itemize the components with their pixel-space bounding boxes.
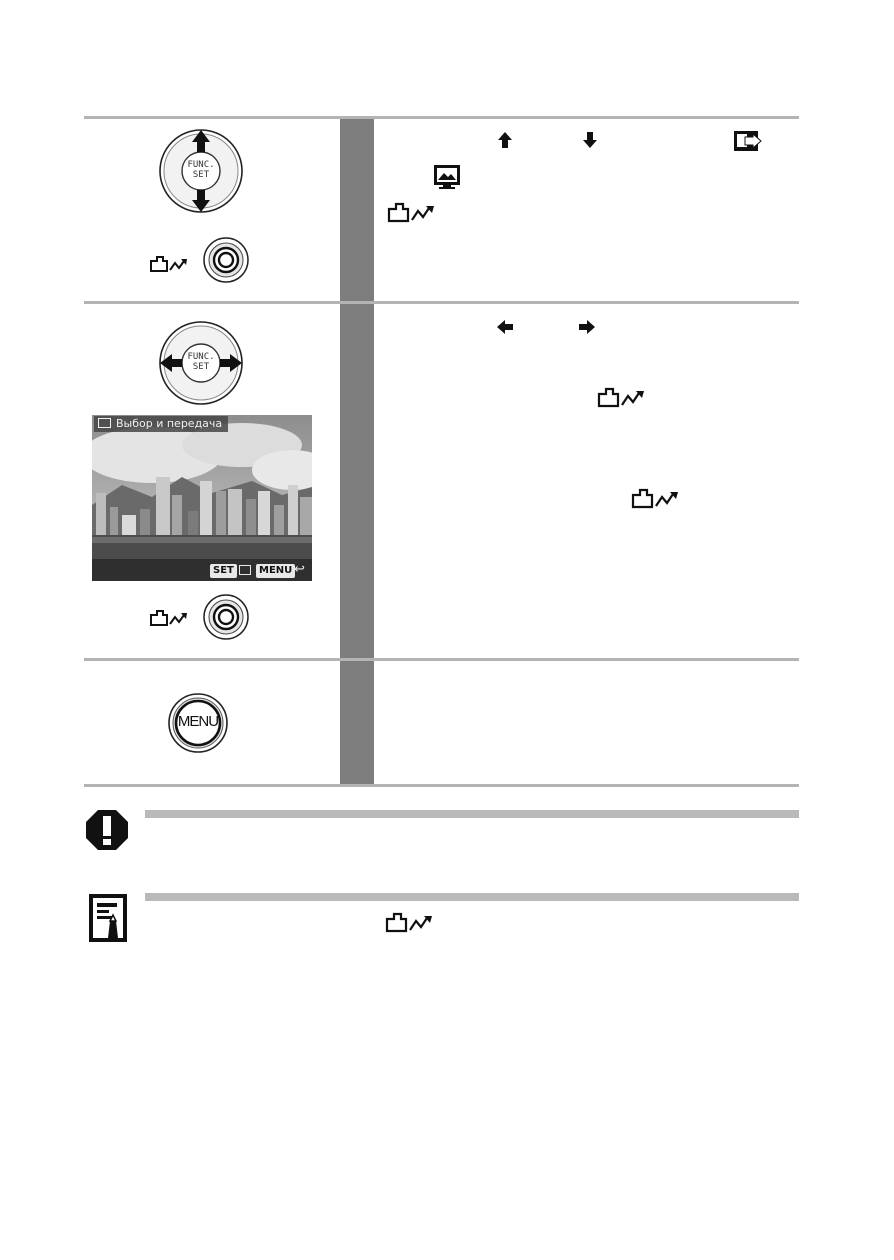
camera-screen-preview: [92, 415, 312, 581]
arrow-right-icon: [578, 319, 596, 335]
caution-bar: [145, 810, 799, 818]
set-label: SET: [192, 362, 210, 372]
print-share-icon: [596, 386, 648, 410]
arrow-left-icon: [496, 319, 514, 335]
menu-button-label: MENU: [177, 713, 219, 730]
menu-badge: MENU: [256, 564, 295, 578]
func-label: FUNC.: [187, 160, 215, 170]
set-badge: SET: [210, 564, 237, 578]
screen-title-bar: [94, 416, 228, 432]
print-share-button: [202, 593, 250, 641]
print-share-icon: [148, 609, 190, 629]
func-label: FUNC.: [187, 352, 215, 362]
transfer-menu-icon: [239, 565, 251, 575]
city-skyline-image: [92, 415, 312, 581]
arrow-down-icon: [582, 131, 598, 149]
section-divider: [84, 658, 799, 661]
step-bar-3: [340, 661, 374, 784]
func-set-button: [182, 352, 220, 372]
set-label: SET: [192, 170, 210, 180]
note-bar: [145, 893, 799, 901]
section-divider: [84, 301, 799, 304]
step-bar-1: [340, 119, 374, 301]
screen-title: Выбор и передача: [116, 417, 223, 430]
print-share-icon: [384, 911, 438, 935]
note-icon: [88, 893, 128, 943]
section-divider: [84, 784, 799, 787]
screen-footer: [92, 559, 312, 581]
section-divider: [84, 116, 799, 119]
transfer-menu-icon: [733, 130, 763, 152]
print-share-icon: [386, 201, 438, 225]
step-bar-2: [340, 304, 374, 658]
print-share-button: [202, 236, 250, 284]
caution-icon: [84, 808, 130, 852]
arrow-up-icon: [497, 131, 513, 149]
func-set-button: [182, 160, 220, 180]
return-arrow-icon: ↩: [294, 562, 305, 577]
print-share-icon: [630, 487, 682, 511]
print-share-icon: [148, 255, 190, 275]
transfer-menu-icon: [98, 418, 111, 428]
wallpaper-icon: [432, 164, 462, 190]
